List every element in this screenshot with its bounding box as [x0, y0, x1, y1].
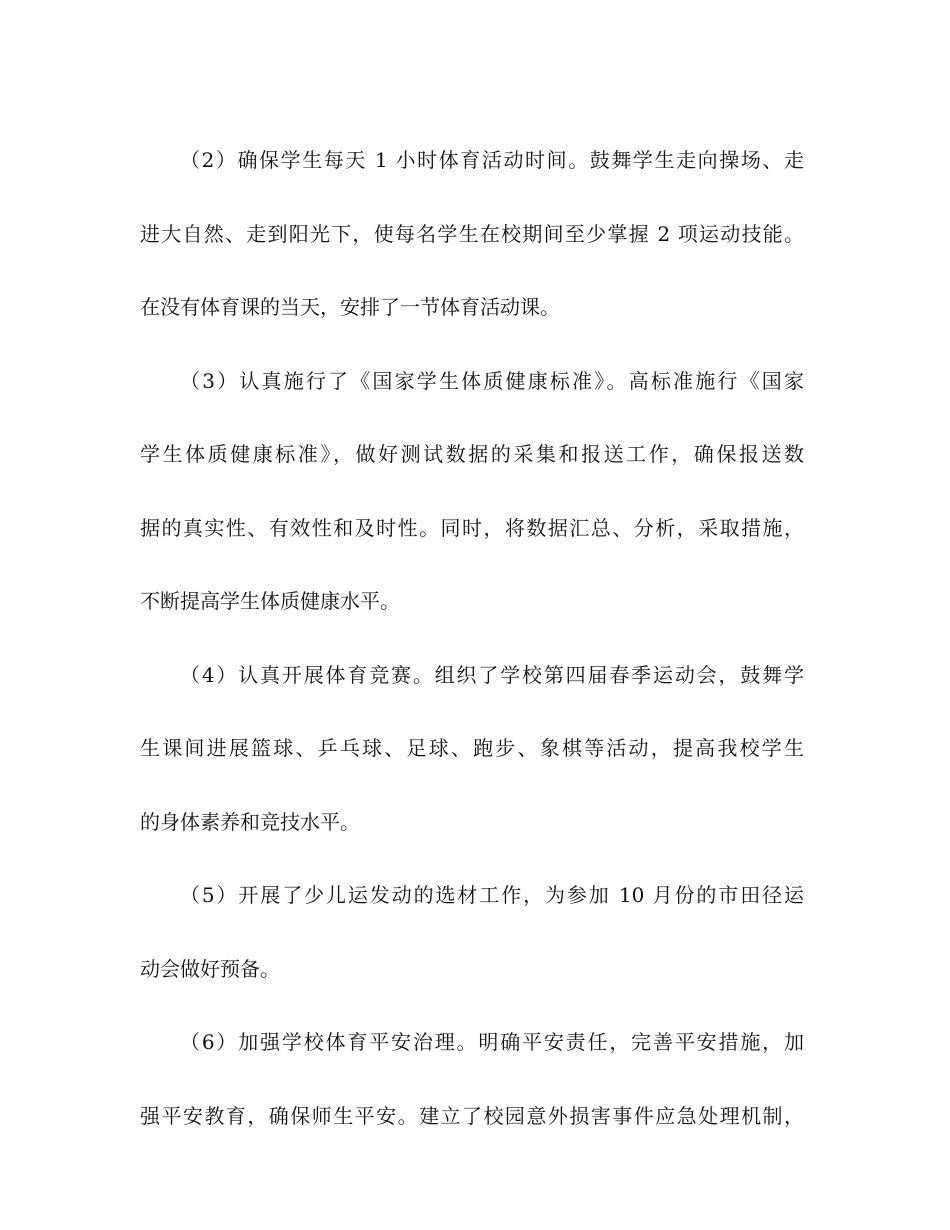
paragraph-4-line-3: 的身体素养和竞技水平。 [140, 809, 360, 834]
paragraph-3-line-1: （3）认真施行了《国家学生体质健康标准》。高标准施行《国家 [180, 368, 804, 393]
document-body [140, 136, 804, 1165]
paragraph-5-line-2: 动会做好预备。 [140, 956, 280, 981]
paragraph-2-line-1: （2）确保学生每天 1 小时体育活动时间。鼓舞学生走向操场、走 [180, 148, 804, 172]
paragraph-4-line-1: （4）认真开展体育竞赛。组织了学校第四届春季运动会，鼓舞学 [180, 662, 804, 687]
paragraph-3-line-4: 不断提高学生体质健康水平。 [140, 589, 400, 613]
paragraph-2-line-3: 在没有体育课的当天，安排了一节体育活动课。 [140, 295, 560, 319]
paragraph-3-line-2: 学生体质健康标准》，做好测试数据的采集和报送工作，确保报送数 [140, 442, 804, 466]
paragraph-2-line-2: 进大自然、走到阳光下，使每名学生在校期间至少掌握 2 项运动技能。 [140, 221, 804, 246]
paragraph-6-line-1: （6）加强学校体育平安治理。明确平安责任，完善平安措施，加 [180, 1030, 804, 1054]
paragraph-4-line-2: 生课间进展篮球、乒乓球、足球、跑步、象棋等活动，提高我校学生 [140, 736, 804, 760]
paragraph-5-line-1: （5）开展了少儿运发动的选材工作，为参加 10 月份的市田径运 [180, 883, 804, 907]
paragraph-6-line-2: 强平安教育，确保师生平安。建立了校园意外损害事件应急处理机制， [140, 1103, 804, 1128]
paragraph-3-line-3: 据的真实性、有效性和及时性。同时，将数据汇总、分析，采取措施， [140, 515, 804, 540]
